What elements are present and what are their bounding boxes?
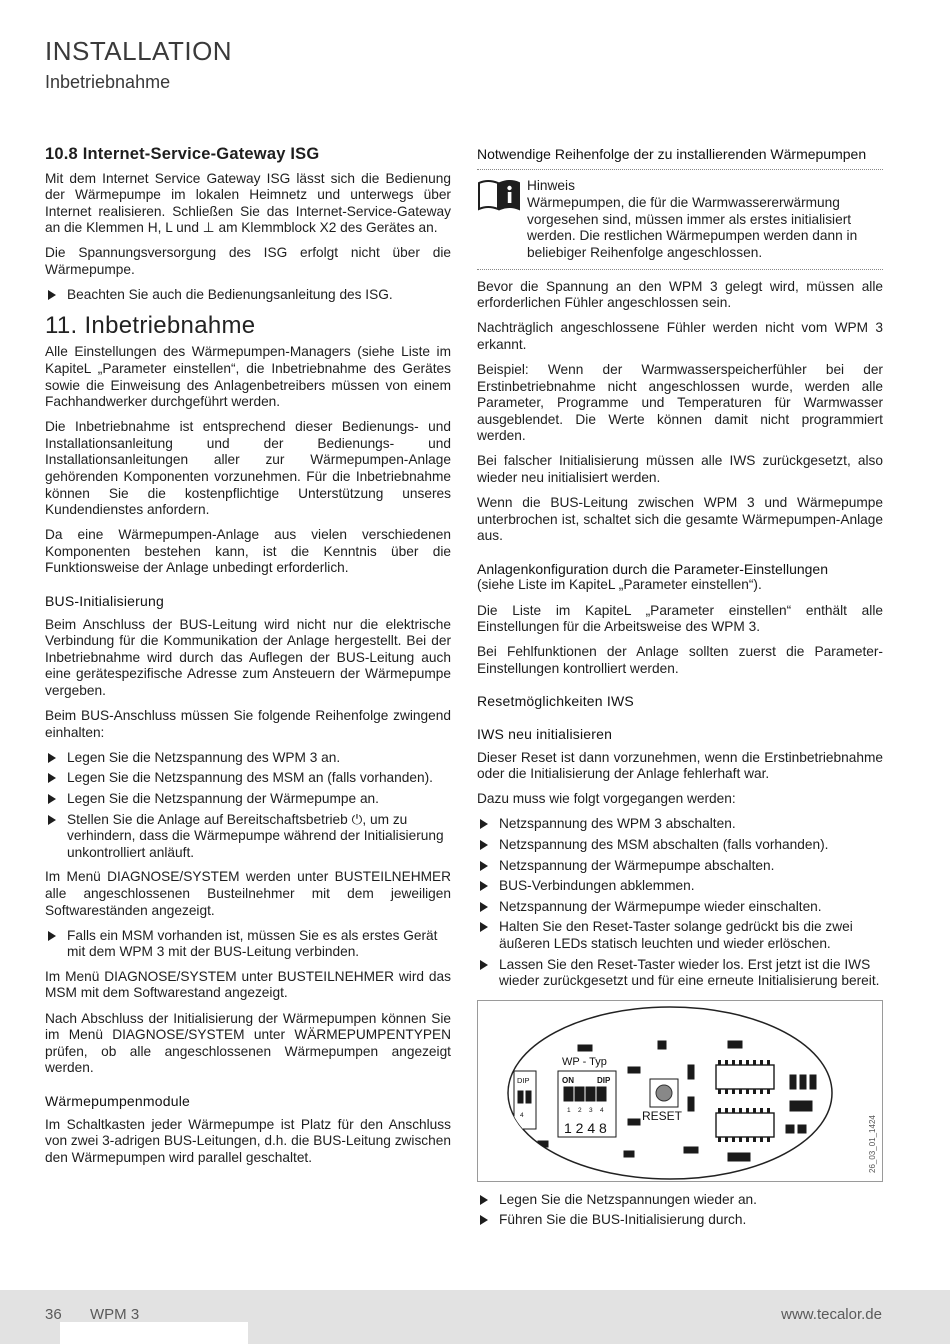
- right-column: [477, 146, 883, 1237]
- list-item: Beachten Sie auch die Bedienungsanleitung des ISG.: [45, 287, 451, 304]
- list-item: Falls ein MSM vorhanden ist, müssen Sie es als erstes Gerät mit dem WPM 3 mit der BUS-Leitung verbinden.: [45, 928, 451, 961]
- list-item: Netzspannung der Wärmepumpe wieder einschalten.: [477, 899, 883, 916]
- reset-label: RESET: [642, 1108, 683, 1123]
- paragraph: Nachträglich angeschlossene Fühler werden nicht vom WPM 3 erkannt.: [477, 320, 883, 352]
- left-column: [45, 146, 451, 1175]
- heading-reset: Resetmöglichkeiten IWS: [477, 693, 634, 710]
- paragraph: Da eine Wärmepumpen-Anlage aus vielen verschiedenen Komponenten bestehen kann, ist die Kenntnis über die Funktionsweise der Anlage unbedingt erforderlich.: [45, 527, 451, 576]
- heading-iws: IWS neu initialisieren: [477, 726, 613, 743]
- footer-white-box: [60, 1322, 248, 1344]
- circuit-board-figure: [477, 1000, 883, 1182]
- paragraph: Im Schaltkasten jeder Wärmepumpe ist Platz für den Anschluss von zwei 3-adrigen BUS-Leitungen, d.h. die BUS-Leitung zwischen den Wärmepumpen wird parallel geschaltet.: [45, 1116, 451, 1165]
- paragraph: Im Menü DIAGNOSE/SYSTEM werden unter BUSTEILNEHMER alle angeschlossenen Busteilnehmer mit dem jeweiligen Softwareständen angezeigt.: [45, 869, 451, 918]
- page-number: 36: [45, 1306, 62, 1323]
- note-text: Wärmepumpen, die für die Warmwassererwärmung vorgesehen sind, müssen immer als erstes initialisiert werden. Die restlichen Wärmepumpen werden dann in beliebiger Reihenfolge angeschlossen.: [527, 195, 858, 260]
- paragraph: Dazu muss wie folgt vorgegangen werden:: [477, 791, 736, 807]
- dip-digit: 1: [567, 1106, 571, 1114]
- bullet-list: [45, 928, 451, 961]
- bullet-list: [45, 750, 451, 862]
- note-body: [527, 178, 883, 262]
- bullet-triangle-icon: [480, 861, 488, 871]
- dip-value-digits: 1 2 4 8: [564, 1119, 607, 1136]
- list-item: Legen Sie die Netzspannung der Wärmepumpe an.: [45, 791, 451, 808]
- paragraph: Alle Einstellungen des Wärmepumpen-Managers (siehe Liste im KapiteL „Parameter einstellen“, die Inbetriebnahme des Gerätes sowie die Einweisung des Anlagenbetreibers müssen von einem Fachhandwerker durchgeführt werden.: [45, 344, 451, 410]
- circuit-board-illustration: [478, 1001, 882, 1181]
- figure-code: 26_03_01_1424: [868, 1114, 877, 1173]
- heading-config: Anlagenkonfiguration durch die Parameter-Einstellungen: [477, 560, 828, 577]
- heading-order: Notwendige Reihenfolge der zu installierenden Wärmepumpen: [477, 146, 867, 162]
- website-link[interactable]: www.tecalor.de: [781, 1306, 882, 1323]
- paragraph: Dieser Reset ist dann vorzunehmen, wenn die Erstinbetriebnahme oder die Initialisierung der Anlage fehlerhaft war.: [477, 749, 883, 782]
- bullet-triangle-icon: [480, 819, 488, 829]
- bullet-triangle-icon: [48, 753, 56, 763]
- bullet-triangle-icon: [480, 902, 488, 912]
- dip-digit: 3: [589, 1106, 593, 1114]
- list-item: Stellen Sie die Anlage auf Bereitschaftsbetrieb ⏻, um zu verhindern, dass die Wärmepumpe während der Initialisierung unkontrolliert anläuft.: [45, 812, 451, 862]
- list-item: Legen Sie die Netzspannungen wieder an.: [477, 1192, 883, 1209]
- bullet-triangle-icon: [48, 931, 56, 941]
- bullet-list: [477, 1192, 883, 1229]
- bullet-triangle-icon: [48, 290, 56, 300]
- heading-wpm-modules: Wärmepumpenmodule: [45, 1092, 191, 1109]
- paragraph: Beispiel: Wenn der Warmwasserspeicherfühler bei der Erstinbetriebnahme nicht angeschlossen wurde, werden alle Parameter, Programme und Temperaturen für Warmwasser ausgeblendet. Die Werte können damit nicht programmiert werden.: [477, 361, 883, 444]
- list-item: Netzspannung der Wärmepumpe abschalten.: [477, 858, 883, 875]
- paragraph: Die Spannungsversorgung des ISG erfolgt nicht über die Wärmepumpe.: [45, 245, 451, 278]
- heading-isg: 10.8 Internet-Service-Gateway ISG: [45, 145, 320, 163]
- paragraph: Beim Anschluss der BUS-Leitung wird nicht nur die elektrische Verbindung für die Kommunikation der Anlage hergestellt. Bei der Inbetriebnahme wird durch das Auflegen der BUS-Leitung auch eine gerätespezifische Adresse zum Ansteuern der Wärmepumpe vergeben.: [45, 616, 451, 699]
- list-item: Legen Sie die Netzspannung des MSM an (falls vorhanden).: [45, 770, 451, 787]
- note-box: [477, 169, 883, 270]
- paragraph: Im Menü DIAGNOSE/SYSTEM unter BUSTEILNEHMER wird das MSM mit dem Softwarestand angezeigt.: [45, 968, 451, 1001]
- bullet-list: [477, 816, 883, 989]
- bullet-triangle-icon: [480, 960, 488, 970]
- bullet-triangle-icon: [48, 815, 56, 825]
- list-item: Netzspannung des MSM abschalten (falls vorhanden).: [477, 837, 883, 854]
- list-item: Lassen Sie den Reset-Taster wieder los. Erst jetzt ist die IWS wieder zurückgesetzt und für eine erneute Initialisierung bereit.: [477, 957, 883, 990]
- on-label: ON: [562, 1075, 574, 1085]
- dip-left-label: DIP: [517, 1075, 530, 1085]
- list-item: Halten Sie den Reset-Taster solange gedrückt bis die zwei äußeren LEDs statisch leuchten und wieder erlöschen.: [477, 919, 883, 952]
- heading-bus-init: BUS-Initialisierung: [45, 593, 164, 610]
- bullet-triangle-icon: [480, 1195, 488, 1205]
- bullet-triangle-icon: [480, 881, 488, 891]
- list-item: Führen Sie die BUS-Initialisierung durch.: [477, 1212, 883, 1229]
- bullet-triangle-icon: [480, 840, 488, 850]
- document-name: WPM 3: [90, 1306, 140, 1323]
- note-title: Hinweis: [527, 177, 575, 193]
- dip-label: DIP: [597, 1075, 611, 1085]
- paragraph: Bei falscher Initialisierung müssen alle IWS zurückgesetzt, also wieder neu initialisiert werden.: [477, 453, 883, 485]
- book-info-icon: [477, 178, 521, 212]
- dip-digit: 2: [578, 1106, 582, 1114]
- list-item: Legen Sie die Netzspannung des WPM 3 an.: [45, 750, 451, 767]
- dip-digit: 4: [600, 1106, 604, 1114]
- section-subtitle: Inbetriebnahme: [45, 72, 171, 92]
- paragraph: Die Inbetriebnahme ist entsprechend dieser Bedienungs- und Installationsanleitung und der Bedienungs- und Installationsanleitungen aller zur Wärmepumpen-Anlage gehörenden Komponenten vorzunehmen. Für die Inbetriebnahme können Sie die kostenpflichtige Unterstützung unseres Kundendienstes anfordern.: [45, 419, 451, 518]
- list-item: BUS-Verbindungen abklemmen.: [477, 878, 883, 895]
- paragraph: Nach Abschluss der Initialisierung der Wärmepumpen können Sie im Menü DIAGNOSE/SYSTEM unter WÄRMEPUMPENTYPEN prüfen, ob alle angeschlossenen Wärmepumpen angezeigt werden.: [45, 1010, 451, 1076]
- bullet-list: [45, 287, 451, 304]
- paragraph: Bei Fehlfunktionen der Anlage sollten zuerst die Parameter-Einstellungen kontrolliert werden.: [477, 644, 883, 676]
- paragraph: Beim BUS-Anschluss müssen Sie folgende Reihenfolge zwingend einhalten:: [45, 708, 451, 740]
- paragraph: (siehe Liste im KapiteL „Parameter einstellen“).: [477, 577, 762, 593]
- bullet-triangle-icon: [480, 1215, 488, 1225]
- paragraph: Wenn die BUS-Leitung zwischen WPM 3 und Wärmepumpe unterbrochen ist, schaltet sich die gesamte Wärmepumpen-Anlage aus.: [477, 495, 883, 544]
- bullet-triangle-icon: [480, 922, 488, 932]
- bullet-triangle-icon: [48, 773, 56, 783]
- paragraph: Mit dem Internet Service Gateway ISG lässt sich die Bedienung der Wärmepumpe im lokalen Heimnetz und unterwegs über Internet realisieren. Schließen Sie das Internet-Service-Gateway an die Klemmen H, L und ⊥ am Klemmblock X2 des Gerätes an.: [45, 170, 451, 236]
- dip-left-digit: 4: [520, 1111, 524, 1119]
- heading-inbetriebnahme: 11. Inbetriebnahme: [45, 311, 256, 339]
- wp-typ-label: WP - Typ: [562, 1055, 607, 1068]
- list-item: Netzspannung des WPM 3 abschalten.: [477, 816, 883, 833]
- paragraph: Bevor die Spannung an den WPM 3 gelegt wird, müssen alle erforderlichen Fühler angeschlossen sein.: [477, 278, 883, 311]
- bullet-triangle-icon: [48, 794, 56, 804]
- section-title: INSTALLATION: [45, 36, 233, 66]
- paragraph: Die Liste im KapiteL „Parameter einstellen“ enthält alle Einstellungen für die Arbeitsweise des WPM 3.: [477, 602, 883, 635]
